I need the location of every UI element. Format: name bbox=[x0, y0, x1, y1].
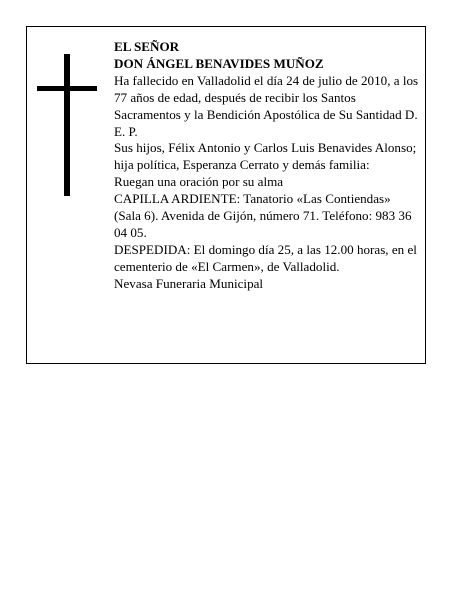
cross-horizontal-bar bbox=[37, 86, 97, 91]
cross-vertical-bar bbox=[64, 54, 70, 196]
notice-heading: EL SEÑOR bbox=[114, 39, 180, 54]
latin-cross-icon bbox=[37, 54, 97, 196]
prayer-request: Ruegan una oración por su alma bbox=[114, 174, 284, 190]
family-members: Sus hijos, Félix Antonio y Carlos Luis Benavides Alonso; hija política, Esperanza Cerrato y demás familia: bbox=[114, 140, 417, 173]
obituary-notice bbox=[26, 26, 426, 364]
funeral-home: Nevasa Funeraria Municipal bbox=[114, 275, 264, 291]
deceased-name: DON ÁNGEL BENAVIDES MUÑOZ bbox=[114, 55, 324, 71]
notice-text bbox=[114, 39, 420, 293]
death-announcement: Ha fallecido en Valladolid el día 24 de julio de 2010, a los 77 años de edad, después de recibir los Santos Sacramentos y la Bendición Apostólica de Su Santidad D. E. P. bbox=[114, 72, 419, 139]
farewell-info: DESPEDIDA: El domingo día 25, a las 12.00 horas, en el cementerio de «El Carmen», de Valladolid. bbox=[114, 241, 417, 274]
chapel-info: CAPILLA ARDIENTE: Tanatorio «Las Contiendas» (Sala 6). Avenida de Gijón, número 71. Teléfono: 983 36 04 05. bbox=[114, 191, 412, 240]
